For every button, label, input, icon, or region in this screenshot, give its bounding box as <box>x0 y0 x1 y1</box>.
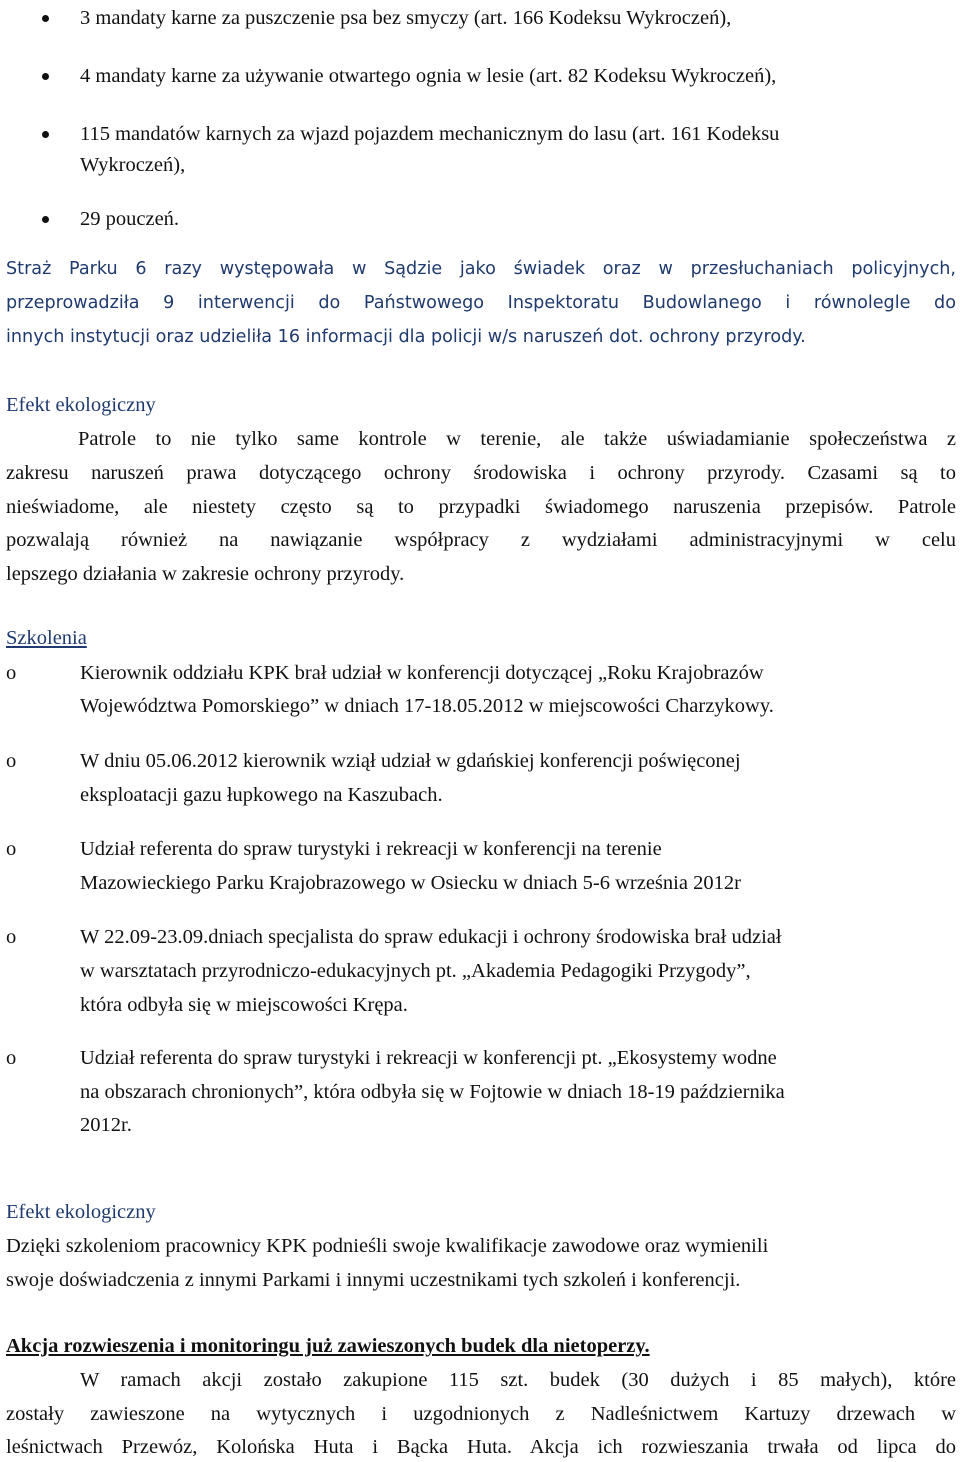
paragraph-line: Patrole to nie tylko same kontrole w terenie, ale także uświadamianie społeczeństwa z <box>78 428 956 450</box>
section-heading: Efekt ekologiczny <box>6 394 156 416</box>
list-line: Udział referenta do spraw turystyki i rekreacji w konferencji pt. „Ekosystemy wodne <box>80 1047 777 1069</box>
paragraph-line: leśnictwach Przewóz, Kolońska Huta i Bącka Huta. Akcja ich rozwieszania trwała od lipca do <box>6 1436 956 1458</box>
list-marker: o <box>6 926 17 948</box>
bullet-icon <box>42 216 49 223</box>
bullet-line: 3 mandaty karne za puszczenie psa bez smyczy (art. 166 Kodeksu Wykroczeń), <box>80 7 732 29</box>
list-line: Kierownik oddziału KPK brał udział w konferencji dotyczącej „Roku Krajobrazów <box>80 662 764 684</box>
paragraph-line: lepszego działania w zakresie ochrony przyrody. <box>6 563 405 585</box>
bullet-icon <box>42 131 49 138</box>
list-marker: o <box>6 662 17 684</box>
paragraph-line: Dzięki szkoleniom pracownicy KPK podnieśli swoje kwalifikacje zawodowe oraz wymienili <box>6 1235 769 1257</box>
section-heading: Szkolenia <box>6 627 87 649</box>
paragraph-line: Straż Parku 6 razy występowała w Sądzie jako świadek oraz w przesłuchaniach policyjnych, <box>6 259 956 279</box>
bullet-icon <box>42 73 49 80</box>
paragraph-line: pozwalają również na nawiązanie współpracy z wydziałami administracyjnymi w celu <box>6 529 956 551</box>
list-line: w warsztatach przyrodniczo-edukacyjnych pt. „Akademia Pedagogiki Przygody”, <box>80 960 751 982</box>
list-line: Województwa Pomorskiego” w dniach 17-18.05.2012 w miejscowości Charzykowy. <box>80 695 774 717</box>
paragraph-line: zostały zawieszone na wytycznych i uzgodnionych z Nadleśnictwem Kartuzy drzewach w <box>6 1403 956 1425</box>
list-line: na obszarach chronionych”, która odbyła się w Fojtowie w dniach 18-19 października <box>80 1081 785 1103</box>
bullet-line: 115 mandatów karnych za wjazd pojazdem mechanicznym do lasu (art. 161 Kodeksu <box>80 123 780 145</box>
paragraph-line: nieświadome, ale niestety często są to przypadki świadomego naruszenia przepisów. Patrole <box>6 496 956 518</box>
section-heading: Akcja rozwieszenia i monitoringu już zawieszonych budek dla nietoperzy. <box>6 1335 650 1357</box>
bullet-line: Wykroczeń), <box>80 154 186 176</box>
list-marker: o <box>6 1047 17 1069</box>
list-line: która odbyła się w miejscowości Krępa. <box>80 994 408 1016</box>
paragraph-line: swoje doświadczenia z innymi Parkami i innymi uczestnikami tych szkoleń i konferencji. <box>6 1269 741 1291</box>
paragraph-line: W ramach akcji zostało zakupione 115 szt. budek (30 dużych i 85 małych), które <box>80 1369 956 1391</box>
bullet-line: 29 pouczeń. <box>80 208 180 230</box>
list-line: W 22.09-23.09.dniach specjalista do spraw edukacji i ochrony środowiska brał udział <box>80 926 782 948</box>
list-marker: o <box>6 838 17 860</box>
bullet-icon <box>42 15 49 22</box>
list-marker: o <box>6 750 17 772</box>
paragraph-line: innych instytucji oraz udzieliła 16 informacji dla policji w/s naruszeń dot. ochrony przyrody. <box>6 327 806 347</box>
section-heading: Efekt ekologiczny <box>6 1201 156 1223</box>
bullet-line: 4 mandaty karne za używanie otwartego ognia w lesie (art. 82 Kodeksu Wykroczeń), <box>80 65 777 87</box>
list-line: eksploatacji gazu łupkowego na Kaszubach. <box>80 784 443 806</box>
list-line: Udział referenta do spraw turystyki i rekreacji w konferencji na terenie <box>80 838 662 860</box>
list-line: Mazowieckiego Parku Krajobrazowego w Osiecku w dniach 5-6 września 2012r <box>80 872 741 894</box>
list-line: 2012r. <box>80 1114 132 1136</box>
paragraph-line: zakresu naruszeń prawa dotyczącego ochrony środowiska i ochrony przyrody. Czasami są to <box>6 462 956 484</box>
paragraph-line: przeprowadziła 9 interwencji do Państwowego Inspektoratu Budowlanego i równolegle do <box>6 293 956 313</box>
list-line: W dniu 05.06.2012 kierownik wziął udział w gdańskiej konferencji poświęconej <box>80 750 741 772</box>
